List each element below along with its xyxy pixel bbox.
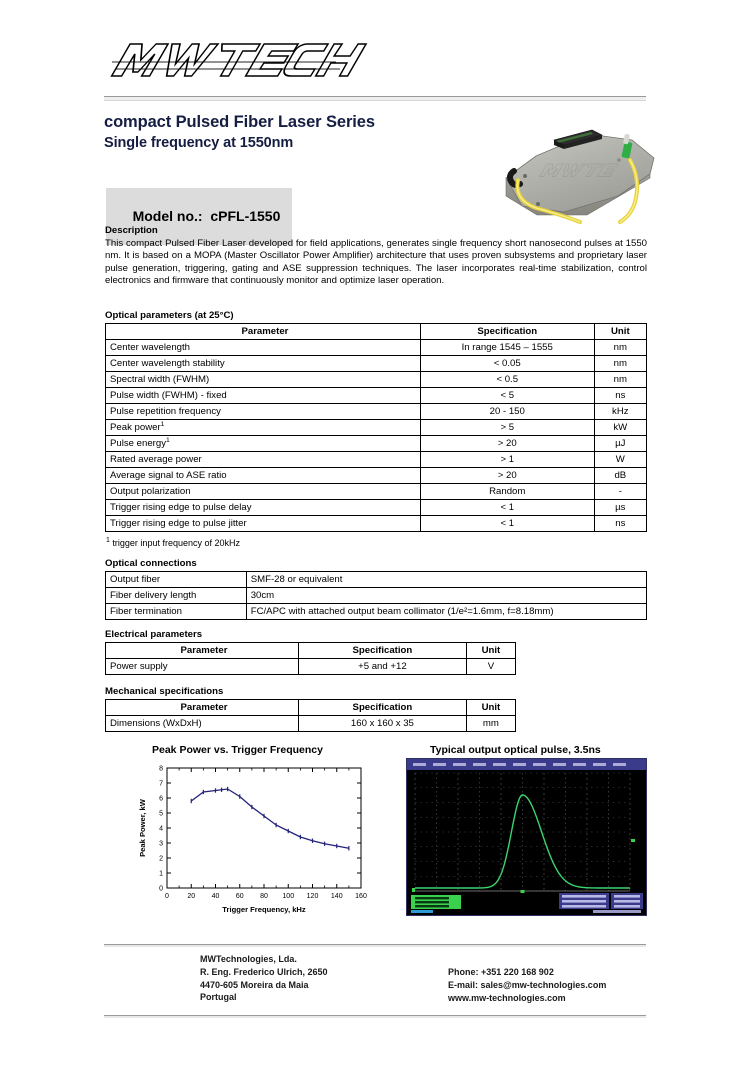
mechanical-specifications-table	[105, 699, 516, 732]
table-header-row	[106, 643, 516, 659]
table-row	[106, 468, 647, 484]
table-row	[106, 572, 647, 588]
optical-parameters-table	[105, 323, 647, 532]
footer-divider-bottom	[104, 1015, 646, 1018]
scope-level-marker	[631, 839, 635, 842]
cell-parameter: Output fiber	[106, 572, 247, 588]
x-tick-label: 0	[165, 893, 169, 900]
footer-website[interactable]: www.mw-technologies.com	[448, 992, 566, 1003]
scope-menu-item[interactable]	[493, 763, 506, 766]
model-value: cPFL-1550	[210, 208, 281, 224]
cell-specification: > 1	[420, 452, 594, 468]
scope-measure-text	[562, 895, 606, 898]
col-specification: Specification	[420, 324, 594, 340]
footer-address2: 4470-605 Moreira da Maia	[200, 979, 309, 990]
scope-channel-text	[415, 901, 449, 903]
mechanical-specifications-body	[106, 716, 516, 732]
table-row	[106, 716, 516, 732]
chart-title: Peak Power vs. Trigger Frequency	[152, 744, 323, 756]
y-tick-label: 0	[159, 885, 163, 893]
table-row	[106, 452, 647, 468]
cell-unit: V	[466, 659, 515, 675]
cell-specification: 20 - 150	[420, 404, 594, 420]
mwtech-logo-icon	[104, 38, 404, 82]
company-logo	[104, 38, 404, 82]
page-title: compact Pulsed Fiber Laser Series	[104, 113, 375, 131]
footnote-ref: 1	[166, 436, 170, 444]
cell-parameter: Pulse repetition frequency	[106, 404, 421, 420]
y-tick-label: 2	[159, 855, 163, 863]
scope-channel-text	[415, 897, 449, 899]
cell-parameter: Average signal to ASE ratio	[106, 468, 421, 484]
header-divider	[104, 96, 646, 101]
cell-parameter: Trigger rising edge to pulse jitter	[106, 516, 421, 532]
y-tick-label: 8	[159, 765, 163, 773]
table-row	[106, 388, 647, 404]
description-body: This compact Pulsed Fiber Laser developed for field applications, generates single frequency short nanosecond pulses at 1550 nm. It is based on a MOPA (Master Oscillator Power Amplifier) architecture that uses proven subsystems and proprietary laser pulse generation, triggering, gating and ASE suppression techniques. The laser incorporates real-time stabilization, control electronics and firmware that continuously monitor and optimize laser operation.	[105, 238, 647, 287]
x-tick-label: 120	[306, 893, 319, 900]
footer-divider-top	[104, 944, 646, 947]
footer-address	[200, 953, 328, 1004]
col-specification: Specification	[298, 700, 466, 716]
footnote-text: trigger input frequency of 20kHz	[112, 538, 240, 548]
scope-trigger-text	[614, 895, 640, 898]
peak-power-chart	[133, 760, 373, 925]
scope-status-text	[411, 910, 433, 913]
cell-specification: 160 x 160 x 35	[298, 716, 466, 732]
cell-unit: nm	[594, 340, 646, 356]
scope-menu-item[interactable]	[613, 763, 626, 766]
table-row	[106, 420, 647, 436]
optical-connections-table	[105, 571, 647, 620]
scope-menu-item[interactable]	[413, 763, 426, 766]
y-tick-label: 6	[159, 795, 163, 803]
col-parameter: Parameter	[106, 700, 299, 716]
x-tick-label: 20	[187, 893, 196, 900]
cell-parameter: Output polarization	[106, 484, 421, 500]
scope-trigger-marker	[521, 890, 525, 893]
footer-phone: Phone: +351 220 168 902	[448, 967, 554, 977]
description-heading: Description	[105, 225, 158, 236]
optical-parameters-body	[106, 340, 647, 532]
x-tick-label: 80	[260, 893, 268, 900]
cell-unit: ns	[594, 516, 646, 532]
model-label: Model no.:	[132, 208, 203, 224]
oscilloscope-capture	[406, 758, 647, 916]
cell-specification: Random	[420, 484, 594, 500]
scope-background	[407, 759, 646, 915]
footnote-ref: 1	[160, 420, 165, 428]
cell-specification: < 0.05	[420, 356, 594, 372]
x-tick-label: 60	[235, 893, 244, 900]
laser-module-image	[492, 116, 668, 228]
cell-parameter: Center wavelength	[106, 340, 421, 356]
cell-parameter: Fiber termination	[106, 604, 247, 620]
cell-specification: < 1	[420, 516, 594, 532]
scope-menu-item[interactable]	[573, 763, 586, 766]
table-header-row	[106, 324, 647, 340]
electrical-parameters-table	[105, 642, 516, 675]
cell-parameter: Peak power$^1$	[106, 420, 421, 436]
y-tick-label: 1	[159, 870, 163, 878]
table-row	[106, 588, 647, 604]
table-header-row	[106, 700, 516, 716]
x-tick-label: 40	[211, 893, 220, 900]
scope-channel-marker	[412, 888, 415, 892]
scope-menu-item[interactable]	[513, 763, 526, 766]
cell-unit: µJ	[594, 436, 646, 452]
cell-unit: nm	[594, 372, 646, 388]
cell-unit: W	[594, 452, 646, 468]
table-row	[106, 516, 647, 532]
cell-unit: kW	[594, 420, 646, 436]
footer-country: Portugal	[200, 992, 237, 1003]
scope-measure-text	[562, 900, 606, 903]
table-row	[106, 340, 647, 356]
scope-title: Typical output optical pulse, 3.5ns	[430, 744, 601, 756]
footnote-marker: 1	[106, 537, 110, 544]
optical-parameters-heading: Optical parameters (at 25°C)	[105, 310, 234, 321]
scope-channel-text	[415, 905, 449, 907]
cell-value: 30cm	[246, 588, 646, 604]
scope-menu-item[interactable]	[593, 763, 606, 766]
chart-line	[191, 789, 349, 848]
scope-measure-text	[562, 905, 606, 908]
cell-parameter: Power supply	[106, 659, 299, 675]
x-tick-label: 100	[282, 893, 295, 900]
table-row	[106, 484, 647, 500]
scope-menu-item[interactable]	[433, 763, 446, 766]
y-tick-label: 7	[159, 780, 163, 788]
cell-specification: < 5	[420, 388, 594, 404]
cell-parameter: Center wavelength stability	[106, 356, 421, 372]
chart-frame	[167, 768, 361, 888]
footer-address1: R. Eng. Frederico Ulrich, 2650	[200, 966, 328, 977]
cell-specification: > 5	[420, 420, 594, 436]
optical-connections-heading: Optical connections	[105, 558, 197, 569]
cell-specification: < 0.5	[420, 372, 594, 388]
cell-unit: kHz	[594, 404, 646, 420]
scope-timestamp-text	[593, 910, 641, 913]
scope-trigger-text	[614, 900, 640, 903]
scope-menu-item[interactable]	[533, 763, 546, 766]
cell-parameter: Trigger rising edge to pulse delay	[106, 500, 421, 516]
table-row	[106, 659, 516, 675]
x-tick-label: 160	[355, 893, 367, 900]
scope-menu-item[interactable]	[473, 763, 486, 766]
y-tick-label: 5	[159, 810, 163, 818]
cell-specification: In range 1545 – 1555	[420, 340, 594, 356]
table-row	[106, 604, 647, 620]
scope-menu-item[interactable]	[453, 763, 466, 766]
col-parameter: Parameter	[106, 324, 421, 340]
cell-specification: < 1	[420, 500, 594, 516]
scope-menu-item[interactable]	[553, 763, 566, 766]
cell-parameter: Dimensions (WxDxH)	[106, 716, 299, 732]
cell-specification: > 20	[420, 436, 594, 452]
cell-parameter: Fiber delivery length	[106, 588, 247, 604]
cell-unit: -	[594, 484, 646, 500]
cell-unit: dB	[594, 468, 646, 484]
cell-parameter: Pulse width (FWHM) - fixed	[106, 388, 421, 404]
y-tick-label: 4	[159, 825, 163, 833]
y-axis-label: Peak Power, kW	[138, 799, 147, 857]
col-parameter: Parameter	[106, 643, 299, 659]
optical-connections-body	[106, 572, 647, 620]
col-unit: Unit	[466, 643, 515, 659]
cell-parameter: Spectral width (FWHM)	[106, 372, 421, 388]
y-tick-label: 3	[159, 840, 163, 848]
cell-parameter: Rated average power	[106, 452, 421, 468]
footer-company: MWTechnologies, Lda.	[200, 954, 297, 964]
model-number-badge	[106, 188, 292, 245]
cell-unit: µs	[594, 500, 646, 516]
col-unit: Unit	[594, 324, 646, 340]
col-specification: Specification	[298, 643, 466, 659]
table-row	[106, 356, 647, 372]
cell-unit: ns	[594, 388, 646, 404]
cell-specification: +5 and +12	[298, 659, 466, 675]
table-row	[106, 372, 647, 388]
cell-value: FC/APC with attached output beam collimator (1/e²=1.6mm, f=8.18mm)	[246, 604, 646, 620]
table-row	[106, 404, 647, 420]
mechanical-specifications-heading: Mechanical specifications	[105, 686, 224, 697]
col-unit: Unit	[466, 700, 515, 716]
page-subtitle: Single frequency at 1550nm	[104, 135, 294, 151]
scope-trigger-text	[614, 905, 640, 908]
x-axis-label: Trigger Frequency, kHz	[222, 905, 306, 914]
table-row	[106, 436, 647, 452]
table-row	[106, 500, 647, 516]
x-tick-label: 140	[330, 893, 343, 900]
electrical-parameters-heading: Electrical parameters	[105, 629, 203, 640]
cell-value: SMF-28 or equivalent	[246, 572, 646, 588]
cell-parameter: Pulse energy$^1$	[106, 436, 421, 452]
cell-unit: mm	[466, 716, 515, 732]
footer-contact	[448, 966, 606, 1004]
electrical-parameters-body	[106, 659, 516, 675]
product-photo	[492, 116, 668, 228]
optical-footnote	[106, 538, 240, 548]
footer-email[interactable]: E-mail: sales@mw-technologies.com	[448, 979, 607, 990]
cell-specification: > 20	[420, 468, 594, 484]
cell-unit: nm	[594, 356, 646, 372]
